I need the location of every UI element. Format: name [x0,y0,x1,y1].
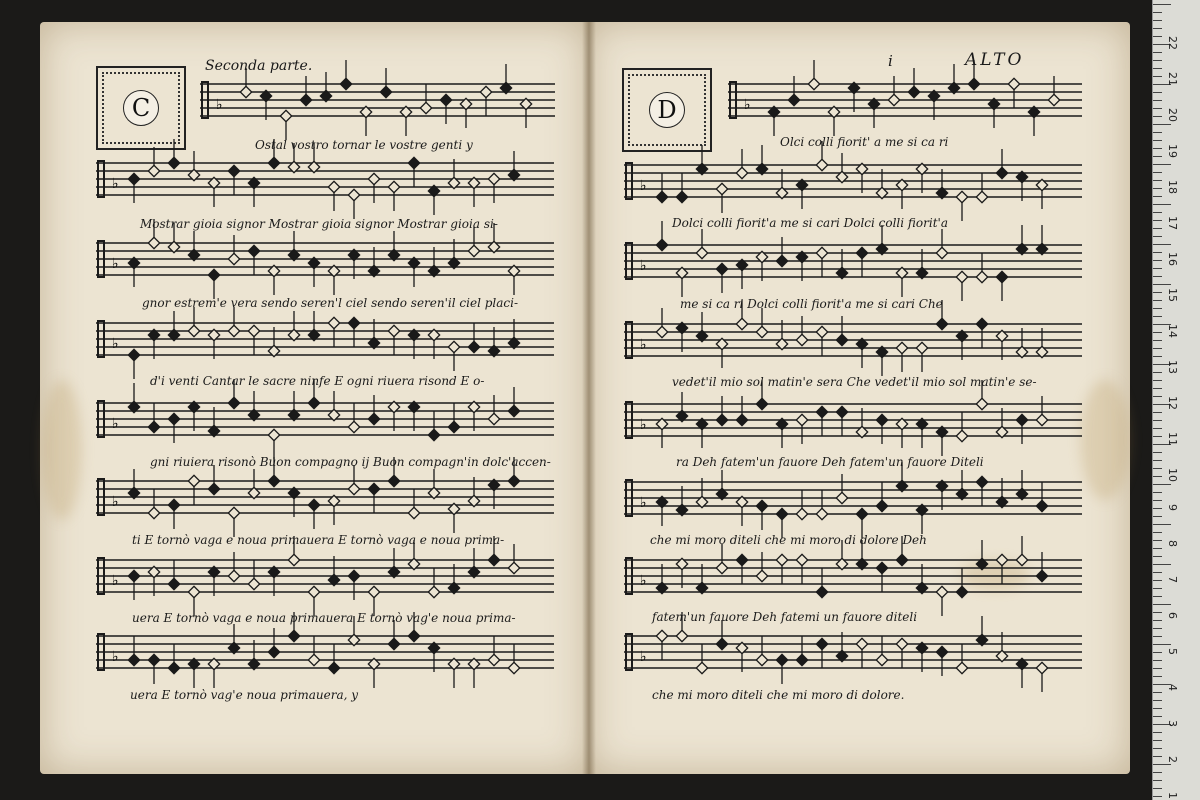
ruler-tick [1153,692,1162,693]
ruler-tick [1153,772,1162,773]
ruler-tick [1153,452,1162,453]
ruler-tick [1153,188,1162,189]
ruler-number: 1 [1166,792,1179,799]
ruler-tick [1153,548,1162,549]
ruler-tick [1153,12,1162,13]
ruler-number: 19 [1166,144,1179,158]
lyric-line: Ostal vostro tornar le vostre genti y [255,138,473,152]
ruler-tick [1153,20,1162,21]
ruler-tick [1153,508,1162,509]
ruler-tick [1153,524,1171,525]
ruler-tick [1153,580,1162,581]
ruler-tick [1153,604,1171,605]
music-staff [624,157,1082,217]
ruler-tick [1153,620,1162,621]
ruler-tick [1153,236,1162,237]
ruler-number: 14 [1166,324,1179,338]
ruler-tick [1153,4,1171,5]
ruler-tick [1153,140,1162,141]
ruler-number: 2 [1166,756,1179,763]
ruler-number: 22 [1166,36,1179,50]
lyric-line: ra Deh fatem'un fauore Deh fatem'un fauore Diteli [676,455,984,469]
ruler-tick [1153,172,1162,173]
lyric-line: uera E tornò vaga e noua primauera E tornò vag'e noua prima- [132,611,516,625]
ruler-tick [1153,196,1162,197]
ruler-number: 16 [1166,252,1179,266]
svg-text:♭: ♭ [112,494,119,510]
ruler-tick [1153,380,1162,381]
part-marker: i [888,52,893,70]
lyric-line: d'i venti Cantar le sacre ninfe E ogni riuera risond E o- [150,374,485,388]
decorated-initial-d [622,68,712,152]
ruler-tick [1153,28,1162,29]
ruler-tick [1153,228,1162,229]
ruler-tick [1153,220,1162,221]
ruler-tick [1153,148,1162,149]
ruler-number: 10 [1166,468,1179,482]
ruler-tick [1153,652,1162,653]
section-title: Seconda parte. [205,58,313,74]
ruler-tick [1153,460,1162,461]
ruler-tick [1153,788,1162,789]
ruler-tick [1153,252,1162,253]
ruler-tick [1153,716,1162,717]
lyric-line: Mostrar gioia signor Mostrar gioia signor Mostrar gioia si- [140,217,498,231]
svg-text:♭: ♭ [640,573,647,589]
ruler-tick [1153,780,1162,781]
ruler-number: 7 [1166,576,1179,583]
ruler-tick [1153,308,1162,309]
ruler-number: 11 [1166,432,1179,446]
ruler-tick [1153,388,1162,389]
ruler-tick [1153,700,1162,701]
ruler-tick [1153,124,1171,125]
ruler-tick [1153,500,1162,501]
ruler-tick [1153,276,1162,277]
ruler-tick [1153,68,1162,69]
decorated-initial-c [96,66,186,150]
ruler-number: 13 [1166,360,1179,374]
lyric-line: fatem'un fauore Deh fatemi un fauore diteli [652,610,918,624]
ruler-number: 9 [1166,504,1179,511]
ruler-tick [1153,108,1162,109]
ruler-tick [1153,212,1162,213]
ruler-tick [1153,332,1162,333]
ruler-tick [1153,292,1162,293]
ruler-number: 6 [1166,612,1179,619]
ruler-tick [1153,476,1162,477]
ruler-tick [1153,340,1162,341]
ruler-tick [1153,156,1162,157]
ruler-tick [1153,180,1162,181]
water-stain [1080,380,1130,500]
lyric-line: gni riuiera risonò Buon compagno ij Buon compagn'in dolc'accen- [150,455,551,469]
ruler-tick [1153,492,1162,493]
svg-text:♭: ♭ [640,258,647,274]
ruler-number: 18 [1166,180,1179,194]
svg-text:♭: ♭ [112,176,119,192]
initial-letter: D [649,92,685,128]
lyric-line: gnor estrem'e vera sendo seren'l ciel sendo seren'il ciel placi- [142,296,519,310]
ruler-tick [1153,612,1162,613]
ruler-tick [1153,564,1171,565]
ruler-tick [1153,260,1162,261]
svg-text:♭: ♭ [112,416,119,432]
svg-text:♭: ♭ [112,649,119,665]
ruler-number: 21 [1166,72,1179,86]
ruler-tick [1153,468,1162,469]
ruler-tick [1153,556,1162,557]
ruler-tick [1153,132,1162,133]
ruler-tick [1153,284,1171,285]
ruler-tick [1153,668,1162,669]
ruler-number: 20 [1166,108,1179,122]
svg-text:♭: ♭ [640,178,647,194]
part-name: ALTO [965,50,1025,70]
ruler-tick [1153,708,1162,709]
ruler-tick [1153,204,1171,205]
ruler-tick [1153,540,1162,541]
ruler-tick [1153,572,1162,573]
initial-letter: C [123,90,159,126]
ruler-tick [1153,732,1162,733]
ruler-tick [1153,164,1171,165]
svg-text:♭: ♭ [112,573,119,589]
music-staff [96,628,554,688]
ruler-number: 4 [1166,684,1179,691]
lyric-line: che mi moro diteli che mi moro di dolore Deh [650,533,927,547]
ruler-number: 5 [1166,648,1179,655]
svg-text:♭: ♭ [744,97,751,113]
ruler-tick [1153,372,1162,373]
ruler-tick [1153,740,1162,741]
ruler-tick [1153,36,1162,37]
water-stain [42,380,82,520]
lyric-line: che mi moro diteli che mi moro di dolore. [652,688,905,702]
ruler-tick [1153,116,1162,117]
music-staff [96,552,554,612]
ruler-tick [1153,396,1162,397]
ruler-tick [1153,628,1162,629]
ruler-tick [1153,676,1162,677]
ruler-tick [1153,588,1162,589]
ruler-number: 12 [1166,396,1179,410]
ruler-tick [1153,532,1162,533]
ruler-tick [1153,516,1162,517]
ruler-tick [1153,428,1162,429]
lyric-line: Olci colli fiorit' a me si ca ri [780,135,949,149]
book-gutter [582,22,596,774]
svg-text:♭: ♭ [640,495,647,511]
music-staff [96,235,554,295]
music-staff [624,237,1082,297]
svg-text:♭: ♭ [112,256,119,272]
lyric-line: uera E tornò vag'e noua primauera, y [130,688,359,702]
music-staff [96,155,554,215]
svg-text:♭: ♭ [640,649,647,665]
ruler-tick [1153,796,1162,797]
ruler-tick [1153,348,1162,349]
svg-text:♭: ♭ [640,337,647,353]
music-staff [624,552,1082,612]
music-staff [624,316,1082,376]
ruler-tick [1153,52,1162,53]
ruler-tick [1153,300,1162,301]
ruler-number: 8 [1166,540,1179,547]
music-staff [624,396,1082,456]
ruler-tick [1153,92,1162,93]
ruler-tick [1153,748,1162,749]
ruler-tick [1153,100,1162,101]
ruler-tick [1153,356,1162,357]
ruler-tick [1153,436,1162,437]
ruler-tick [1153,244,1171,245]
ruler-number: 3 [1166,720,1179,727]
measuring-ruler [1152,0,1200,800]
ruler-tick [1153,660,1162,661]
music-staff [728,76,1082,136]
svg-text:♭: ♭ [112,336,119,352]
svg-text:♭: ♭ [216,97,223,113]
lyric-line: vedet'il mio sol matin'e sera Che vedet'il mio sol matin'e se- [672,375,1037,389]
music-staff [624,474,1082,534]
lyric-line: Dolci colli fiorit'a me si cari Dolci colli fiorit'a [672,216,948,230]
lyric-line: me si ca ri Dolci colli fiorit'a me si cari Che [680,297,943,311]
lyric-line: ti E tornò vaga e noua primauera E tornò vaga e noua prima- [132,533,505,547]
ruler-tick [1153,596,1162,597]
ruler-tick [1153,316,1162,317]
ruler-tick [1153,484,1171,485]
ruler-tick [1153,60,1162,61]
ruler-tick [1153,644,1171,645]
music-staff [200,76,555,136]
ruler-tick [1153,76,1162,77]
ruler-number: 15 [1166,288,1179,302]
music-staff [96,473,554,533]
ruler-tick [1153,764,1171,765]
ruler-number: 17 [1166,216,1179,230]
svg-text:♭: ♭ [640,417,647,433]
ruler-tick [1153,756,1162,757]
ruler-tick [1153,420,1162,421]
ruler-tick [1153,412,1162,413]
ruler-tick [1153,636,1162,637]
music-staff [624,628,1082,688]
ruler-tick [1153,268,1162,269]
music-staff [96,315,554,375]
music-staff [96,395,554,455]
